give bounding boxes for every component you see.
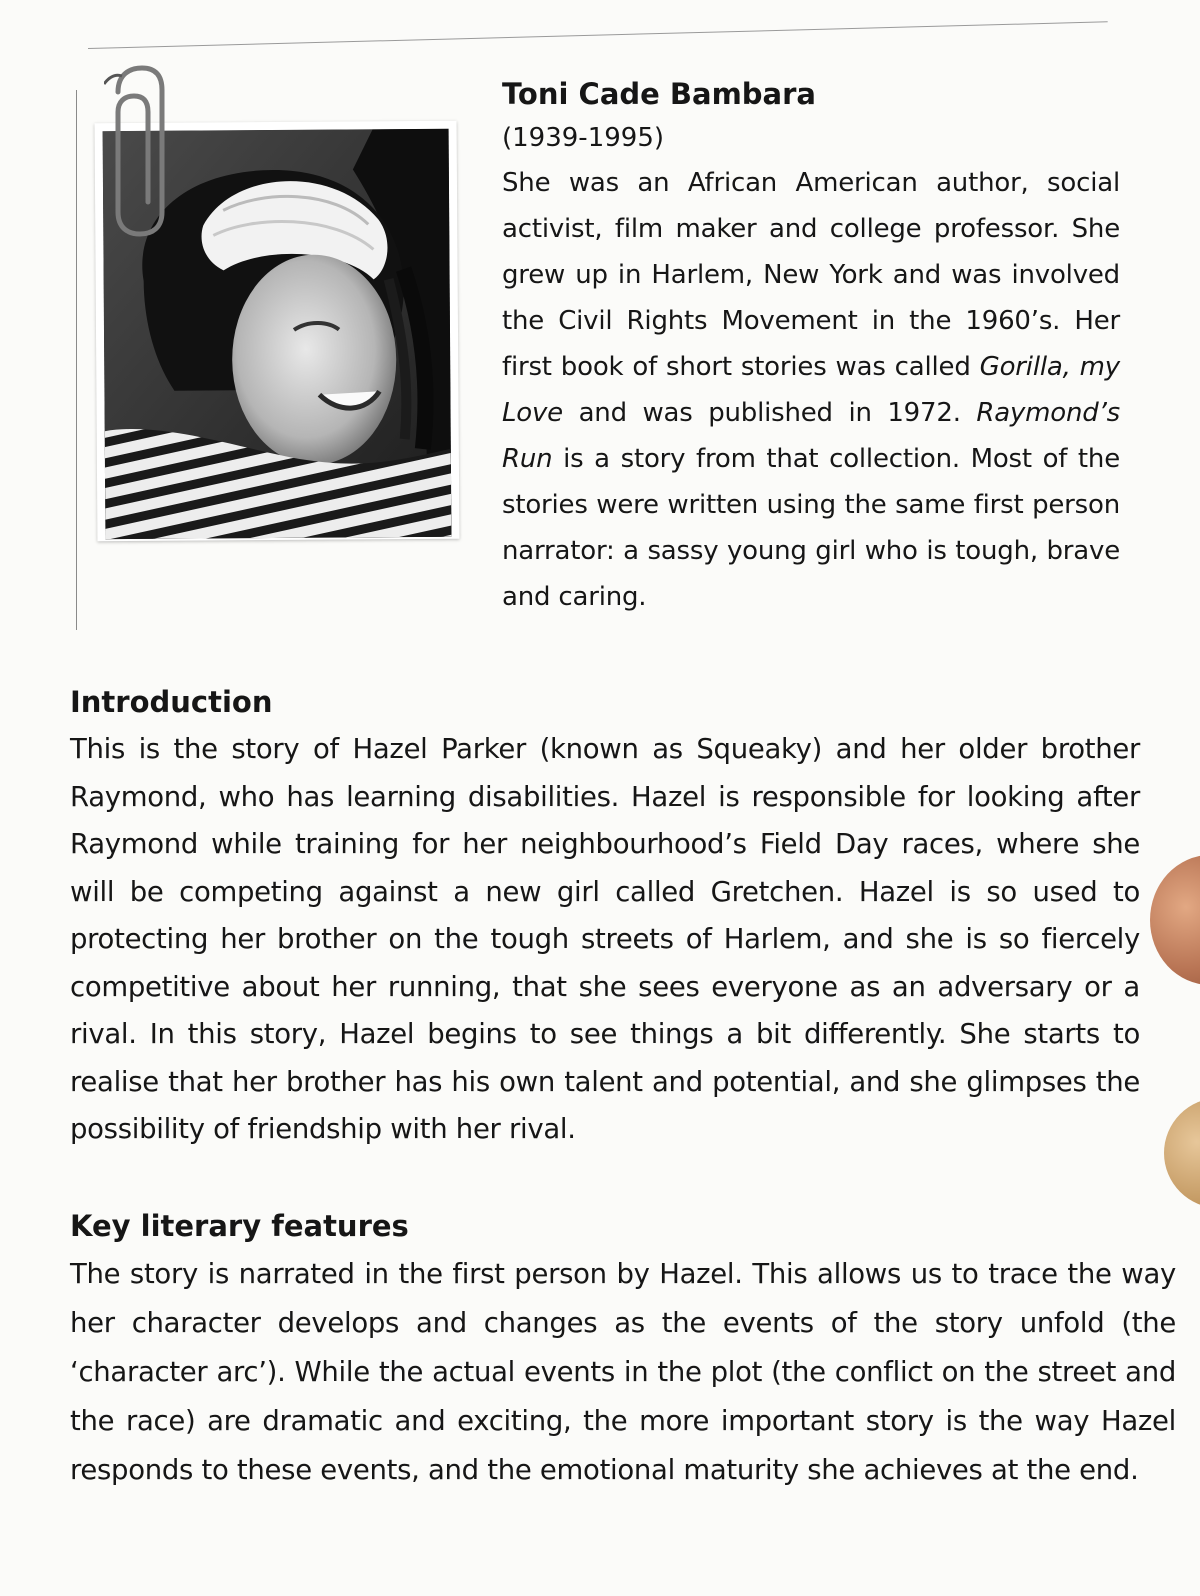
author-name: Toni Cade Bambara [502, 77, 817, 111]
story-title: Raymond’s Run [502, 398, 1120, 474]
introduction-heading: Introduction [70, 685, 273, 719]
introduction-section [70, 682, 1140, 1154]
paperclip-icon [104, 62, 174, 242]
author-bio [502, 72, 1120, 620]
key-literary-features-section [70, 1206, 1176, 1495]
key-literary-features-body: The story is narrated in the first person by Hazel. This allows us to trace the way her character develops and changes as the events of the story unfold (the ‘character arc’). While the actual events in the plot (the conflict on the street and the race) are dramatic and exciting, the more important story is the way Hazel responds to these events, and the emotional maturity she achieves at the end. [70, 1258, 1176, 1486]
card-top-rule [88, 21, 1108, 49]
card-left-rule [76, 90, 77, 630]
introduction-body: This is the story of Hazel Parker (known as Squeaky) and her older brother Raymond, who has learning disabilities. Hazel is responsible for looking after Raymond while training for her neighbourhood’s Field Day races, where she will be competing against a new girl called Gretchen. Hazel is so used to protecting her brother on the tough streets of Harlem, and she is so fiercely competitive about her running, that she sees everyone as an adversary or a rival. In this story, Hazel begins to see things a bit differently. She starts to realise that her brother has his own talent and potential, and she glimpses the possibility of friendship with her rival. [70, 733, 1140, 1145]
bio-text-part-1: She was an African American author, social activist, film maker and college professor. She grew up in Harlem, New York and was involved the Civil Rights Movement in the 1960’s. Her first book of short stories was called [502, 168, 1120, 382]
bio-text-part-3: is a story from that collection. Most of the stories were written using the same first person narrator: a sassy young girl who is tough, brave and caring. [502, 444, 1120, 612]
edge-decoration [1164, 1098, 1200, 1208]
edge-decoration [1150, 855, 1200, 985]
bio-text-part-2: and was published in 1972. [562, 398, 977, 428]
book-title: Gorilla, my Love [502, 352, 1120, 428]
author-bio-text [502, 160, 1120, 620]
key-literary-features-heading: Key literary features [70, 1209, 409, 1243]
author-years: (1939-1995) [502, 123, 665, 153]
